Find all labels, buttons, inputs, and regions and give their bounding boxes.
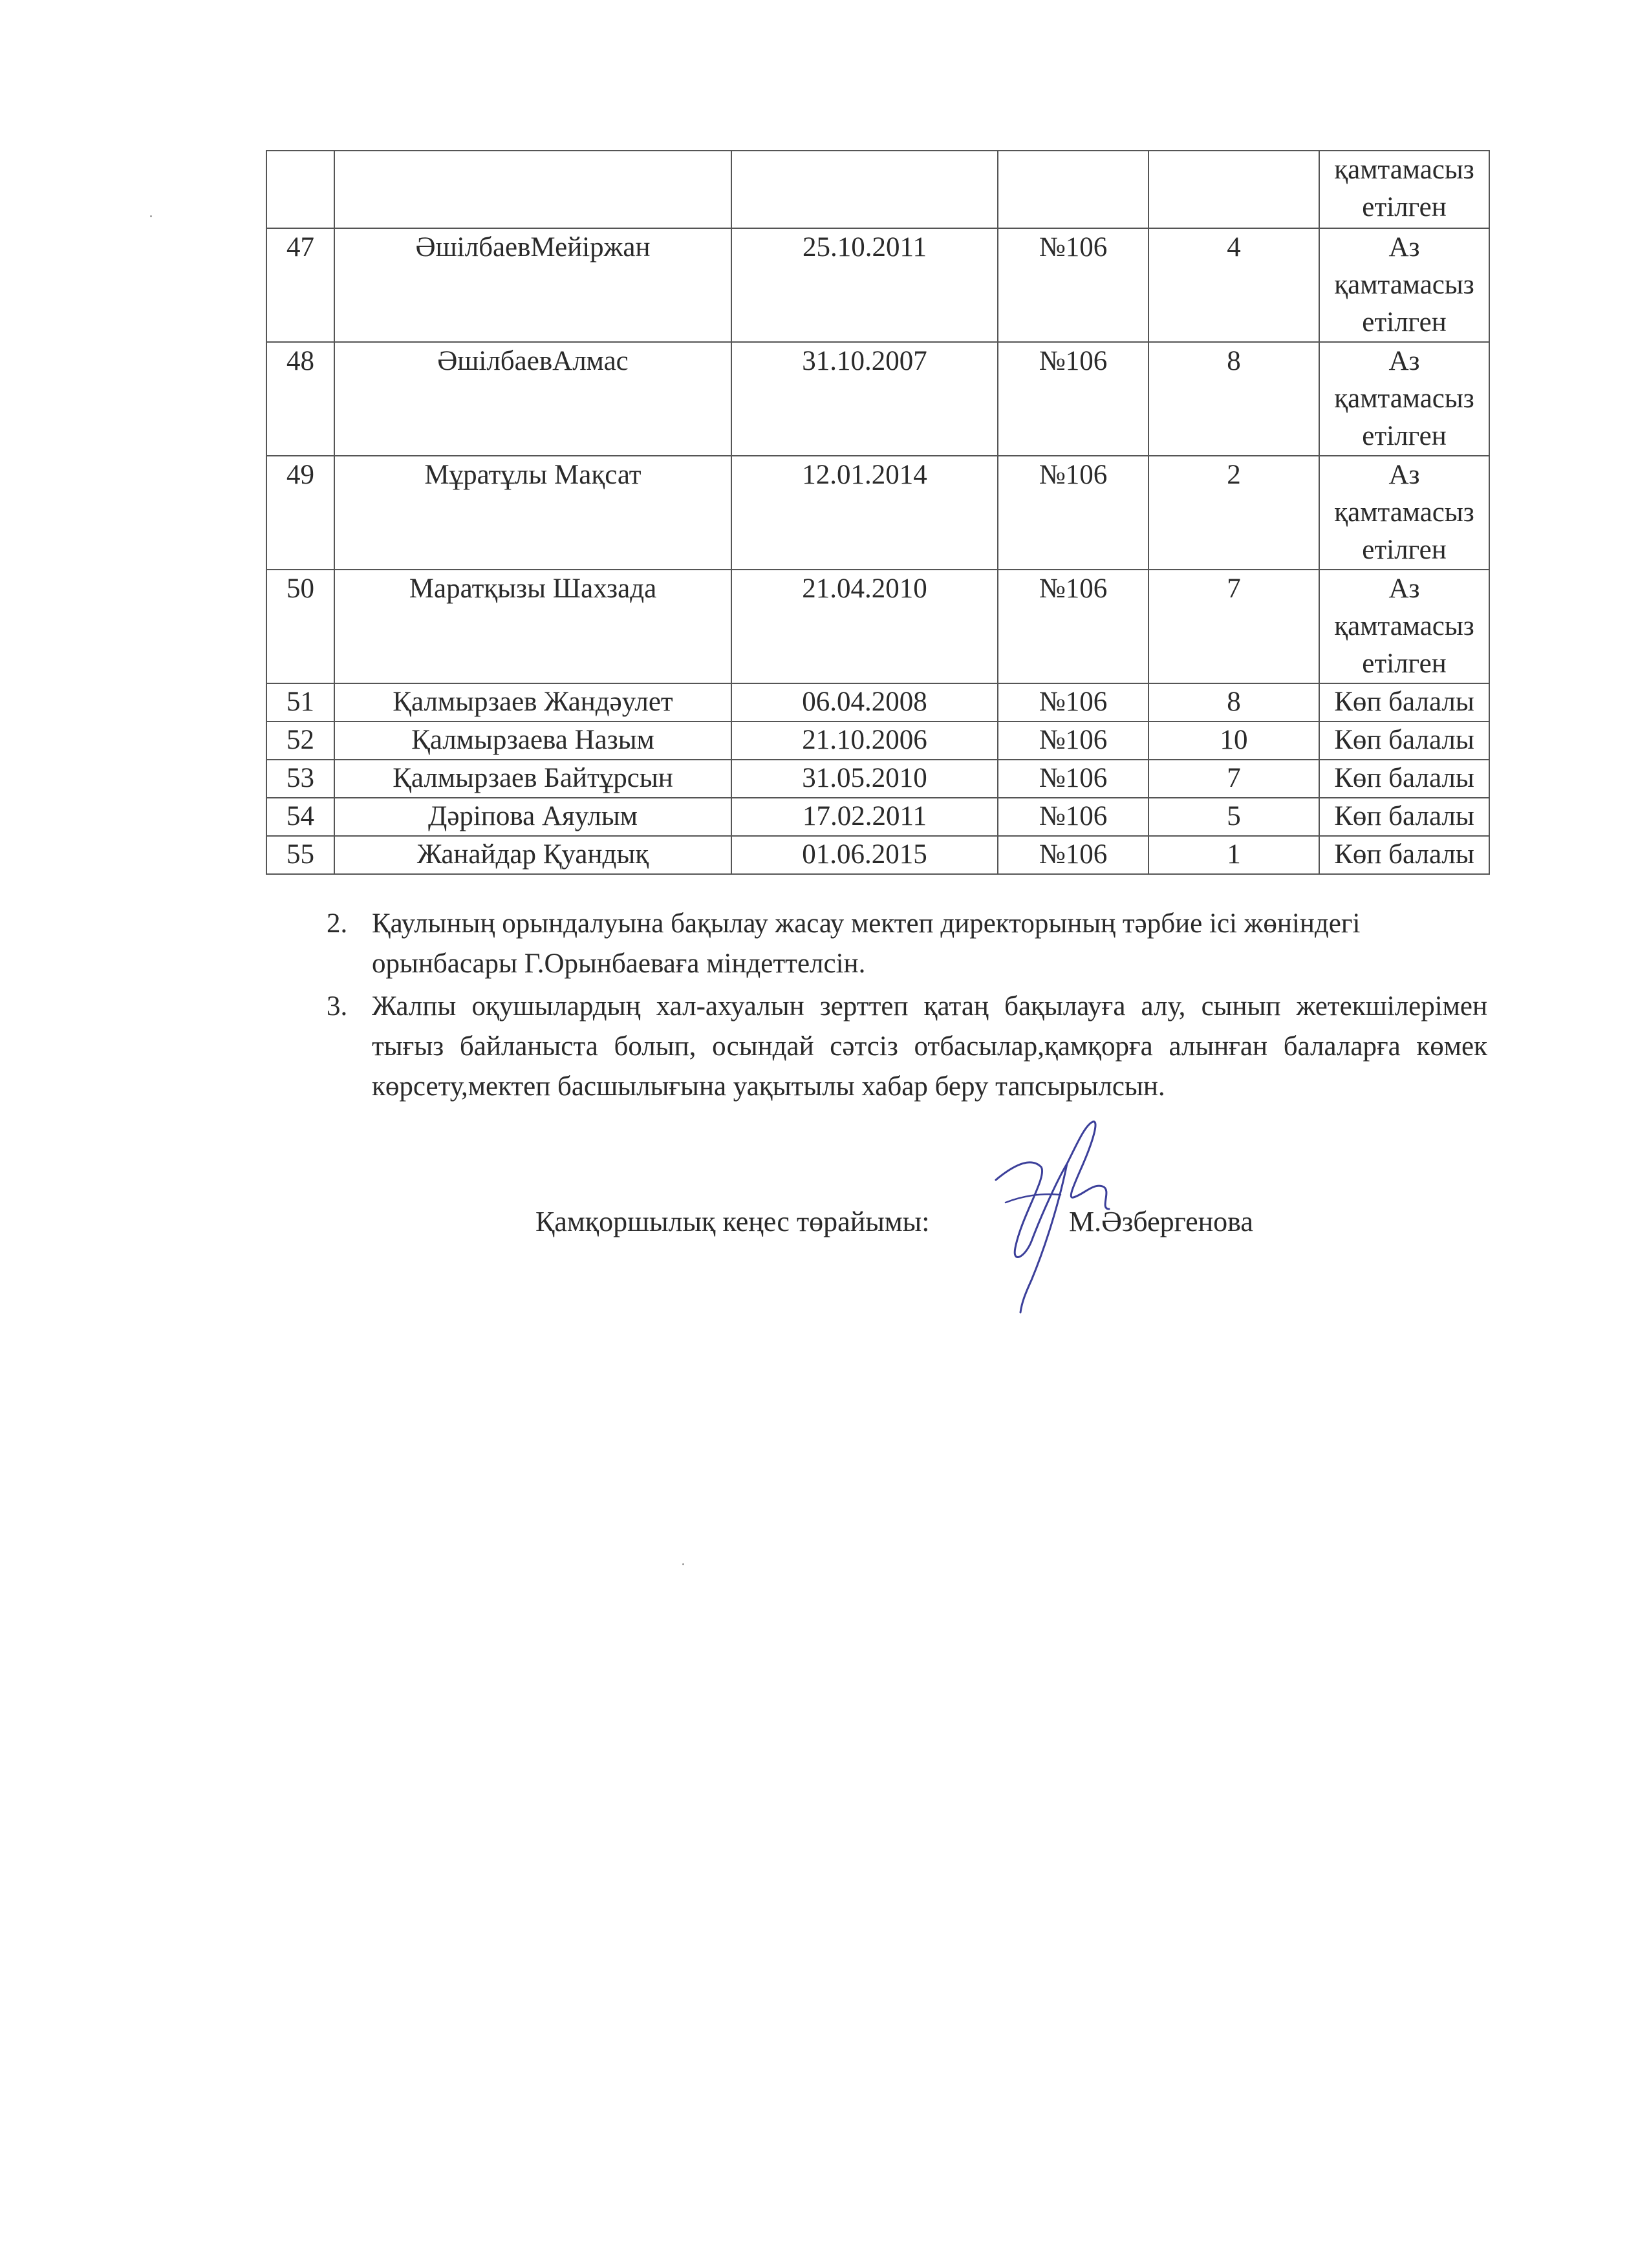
table-row — [266, 798, 1489, 836]
decision-points — [327, 904, 1487, 1107]
cell-grade: 5 — [1148, 798, 1319, 836]
cell-num: 52 — [266, 722, 334, 760]
point-number: 3. — [327, 991, 348, 1022]
point-3 — [327, 987, 1487, 1107]
cell-grade — [1148, 151, 1319, 228]
table-row — [266, 683, 1489, 722]
cell-date: 31.05.2010 — [731, 760, 998, 798]
cell-name: Қалмырзаев Жандәулет — [334, 683, 731, 722]
table-row — [266, 342, 1489, 456]
cell-num: 47 — [266, 228, 334, 342]
cell-school: №106 — [998, 342, 1148, 456]
cell-status: Аз қамтамасыз етілген — [1319, 570, 1489, 683]
cell-num: 49 — [266, 456, 334, 570]
handwritten-signature — [970, 1118, 1138, 1319]
cell-num: 54 — [266, 798, 334, 836]
cell-name: Маратқызы Шахзада — [334, 570, 731, 683]
table-row — [266, 456, 1489, 570]
cell-school: №106 — [998, 456, 1148, 570]
cell-date: 12.01.2014 — [731, 456, 998, 570]
cell-school: №106 — [998, 570, 1148, 683]
cell-date — [731, 151, 998, 228]
cell-grade: 1 — [1148, 836, 1319, 874]
cell-grade: 7 — [1148, 570, 1319, 683]
children-table — [266, 150, 1490, 875]
cell-num: 50 — [266, 570, 334, 683]
table-row — [266, 760, 1489, 798]
table-row — [266, 836, 1489, 874]
cell-date: 17.02.2011 — [731, 798, 998, 836]
cell-grade: 10 — [1148, 722, 1319, 760]
scan-speck — [682, 1563, 684, 1565]
cell-date: 21.04.2010 — [731, 570, 998, 683]
table-row — [266, 722, 1489, 760]
cell-num: 55 — [266, 836, 334, 874]
cell-date: 31.10.2007 — [731, 342, 998, 456]
cell-status: Аз қамтамасыз етілген — [1319, 228, 1489, 342]
cell-status: Көп балалы — [1319, 722, 1489, 760]
cell-status: Аз қамтамасыз етілген — [1319, 456, 1489, 570]
cell-name: Дәріпова Аяулым — [334, 798, 731, 836]
signature-line — [535, 1203, 1253, 1241]
cell-date: 06.04.2008 — [731, 683, 998, 722]
cell-num: 51 — [266, 683, 334, 722]
table-row — [266, 151, 1489, 228]
cell-num: 48 — [266, 342, 334, 456]
cell-date: 01.06.2015 — [731, 836, 998, 874]
cell-name — [334, 151, 731, 228]
cell-status: қамтамасыз етілген — [1319, 151, 1489, 228]
signatory-role: Қамқоршылық кеңес төрайымы: — [535, 1206, 930, 1237]
point-text: Жалпы оқушылардың хал-ахуалын зерттеп қатаң бақылауға алу, сынып жетекшілерімен тығыз байланыста болып, осындай сәтсіз отбасылар,қамқорға алынған балаларға көмек көрсету,мектеп басшылығына уақытылы хабар беру тапсырылсын. — [372, 991, 1487, 1102]
point-number: 2. — [327, 908, 348, 939]
cell-date: 21.10.2006 — [731, 722, 998, 760]
cell-date: 25.10.2011 — [731, 228, 998, 342]
cell-school: №106 — [998, 798, 1148, 836]
cell-school: №106 — [998, 760, 1148, 798]
cell-school: №106 — [998, 228, 1148, 342]
cell-name: Мұратұлы Мақсат — [334, 456, 731, 570]
cell-status: Көп балалы — [1319, 760, 1489, 798]
point-2 — [327, 904, 1487, 984]
cell-name: Қалмырзаев Байтұрсын — [334, 760, 731, 798]
table-row — [266, 570, 1489, 683]
table-body — [266, 151, 1489, 874]
cell-school: №106 — [998, 836, 1148, 874]
cell-status: Көп балалы — [1319, 683, 1489, 722]
point-text: Қаулының орындалуына бақылау жасау мектеп директорының тәрбие ісі жөніндегі орынбасары Г.Орынбаеваға міндеттелсін. — [372, 908, 1361, 979]
table-row — [266, 228, 1489, 342]
cell-grade: 2 — [1148, 456, 1319, 570]
cell-school — [998, 151, 1148, 228]
cell-grade: 4 — [1148, 228, 1319, 342]
cell-school: №106 — [998, 722, 1148, 760]
cell-num: 53 — [266, 760, 334, 798]
cell-status: Көп балалы — [1319, 798, 1489, 836]
signatory-name: М.Әзбергенова — [1069, 1206, 1253, 1237]
cell-grade: 7 — [1148, 760, 1319, 798]
cell-name: Қалмырзаева Назым — [334, 722, 731, 760]
cell-grade: 8 — [1148, 342, 1319, 456]
cell-name: ӘшілбаевАлмас — [334, 342, 731, 456]
cell-school: №106 — [998, 683, 1148, 722]
scan-speck — [150, 215, 152, 217]
cell-num — [266, 151, 334, 228]
cell-grade: 8 — [1148, 683, 1319, 722]
cell-name: ӘшілбаевМейіржан — [334, 228, 731, 342]
cell-status: Аз қамтамасыз етілген — [1319, 342, 1489, 456]
cell-status: Көп балалы — [1319, 836, 1489, 874]
cell-name: Жанайдар Қуандық — [334, 836, 731, 874]
